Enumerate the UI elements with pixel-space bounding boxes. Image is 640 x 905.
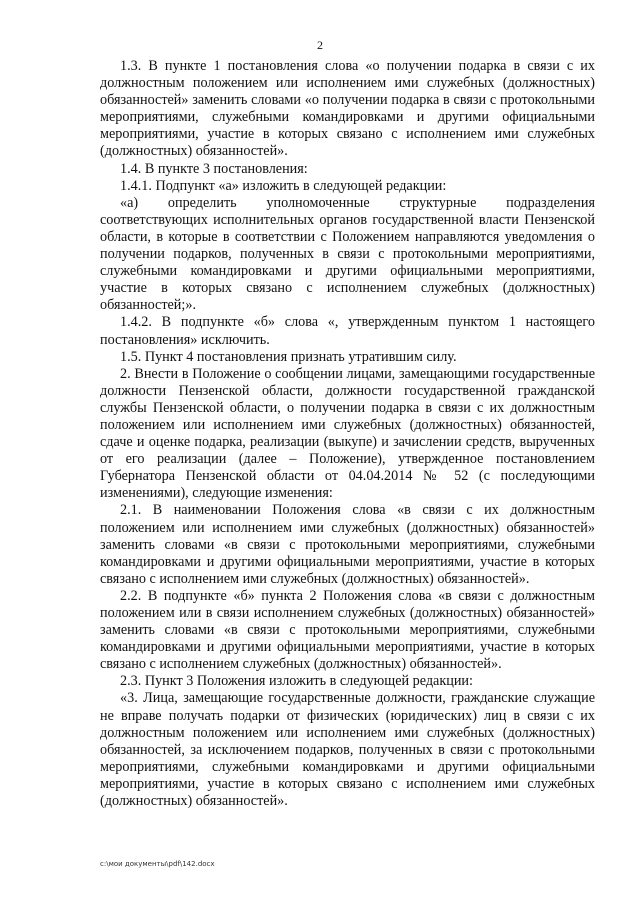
paragraph-2-3: 2.3. Пункт 3 Положения изложить в следующей редакции: — [120, 673, 473, 690]
page-number: 2 — [317, 38, 323, 52]
paragraph-1-4: 1.4. В пункте 3 постановления: — [120, 160, 308, 177]
paragraph-2-3-text: «3. Лица, замещающие государственные должности, гражданские служащие не вправе получать подарки от физических (юридических) лиц в связи с их должностным положением или исполнением ими служебных (должностных) обязанностей, за исключением подарков, полученных в связи с протокольными мероприятиями, служебными командировками и другими официальными мероприятиями, участие в которых связано с исполнением ими служебных (должностных) обязанностей». — [100, 690, 595, 810]
paragraph-2-2: 2.2. В подпункте «б» пункта 2 Положения слова «в связи с должностным положением или в связи исполнением служебных (должностных) обязанностей» заменить словами «в связи с протокольными мероприятиями, служебными командировками и другими официальными мероприятиями, участие в которых связано с исполнением служебных (должностных) обязанностей». — [100, 587, 595, 673]
paragraph-1-4-2: 1.4.2. В подпункте «б» слова «, утвержденным пунктом 1 настоящего постановления» исключить. — [100, 314, 595, 348]
paragraph-1-5: 1.5. Пункт 4 постановления признать утратившим силу. — [120, 348, 457, 365]
paragraph-1-4-1: 1.4.1. Подпункт «а» изложить в следующей редакции: — [120, 177, 447, 194]
paragraph-2: 2. Внести в Положение о сообщении лицами, замещающими государственные должности Пензенской области, должности государственной гражданской службы Пензенской области, о получении подарка в связи с их должностным положением или исполнением ими служебных (должностных) обязанностей, сдаче и оценке подарка, реализации (выкупе) и зачислении средств, вырученных от его реализации (далее – Положение), утвержденное постановлением Губернатора Пензенской области от 04.04.2014 № 52 (с последующими изменениями), следующие изменения: — [100, 365, 595, 502]
paragraph-1-4-1-text: «а) определить уполномоченные структурные подразделения соответствующих исполнительных органов государственной власти Пензенской области, в которые в соответствии с Положением направляются уведомления о получении подарков, полученных в связи с протокольными мероприятиями, служебными командировками и другими официальными мероприятиями, участие в которых связано с исполнением служебных (должностных) обязанностей;». — [100, 194, 595, 314]
paragraph-1-3: 1.3. В пункте 1 постановления слова «о получении подарка в связи с их должностным положением или исполнением ими служебных (должностных) обязанностей» заменить словами «о получении подарка в связи с протокольными мероприятиями, служебными командировками и другими официальными мероприятиями, участие в которых связано с исполнением ими служебных (должностных) обязанностей». — [100, 58, 595, 160]
footer-file-path: c:\мои документы\pdf\142.docx — [100, 860, 215, 868]
document-body — [100, 58, 595, 810]
paragraph-2-1: 2.1. В наименовании Положения слова «в связи с их должностным положением или исполнением ими служебных (должностных) обязанностей» заменить словами «в связи с протокольными мероприятиями, служебными командировками и другими официальными мероприятиями, участие в которых связано с исполнением ими служебных (должностных) обязанностей». — [100, 502, 595, 587]
